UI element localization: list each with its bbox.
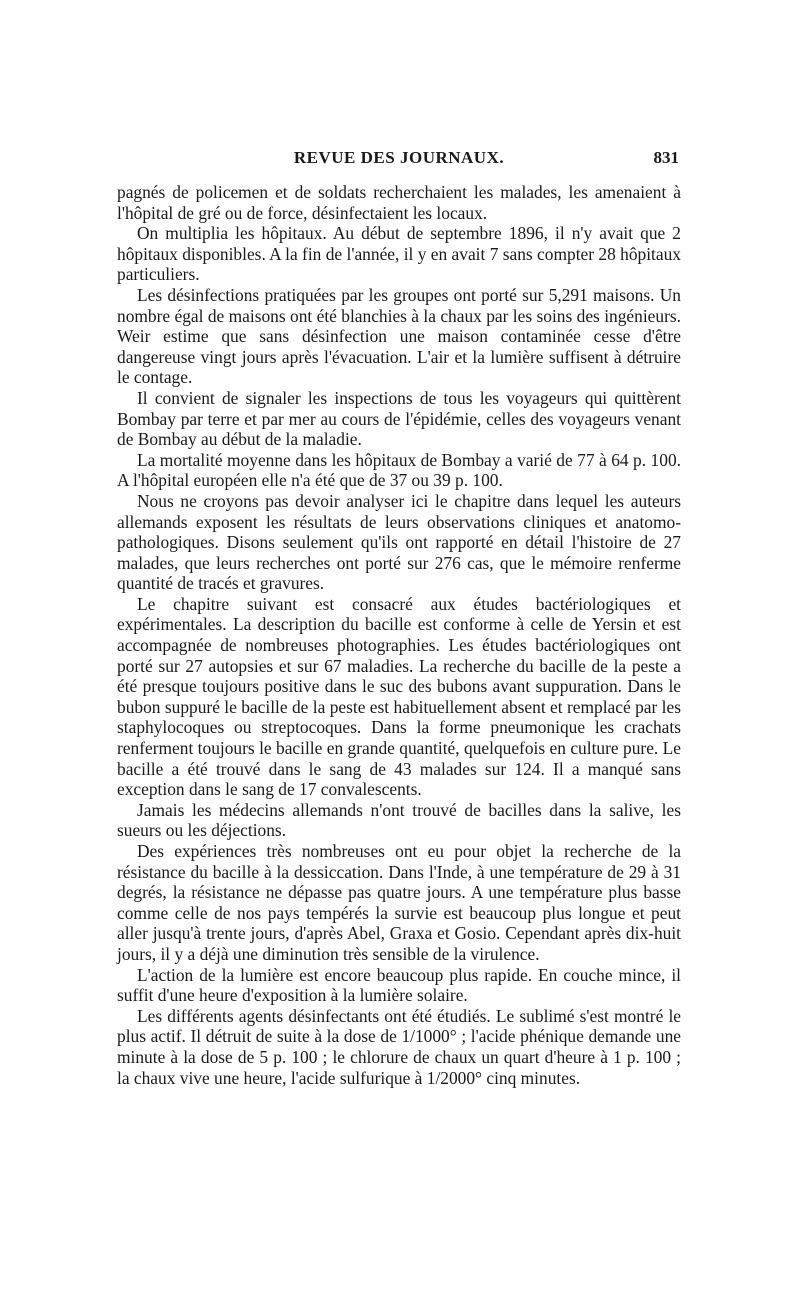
paragraph-continuation: pagnés de policemen et de soldats recherchaient les malades, les amenaient à l'hôpital de gré ou de force, désinfectaient les locaux. — [117, 182, 681, 223]
paragraph-saliva: Jamais les médecins allemands n'ont trouvé de bacilles dans la salive, les sueurs ou les déjections. — [117, 799, 681, 841]
paragraph-disinfections: Les désinfections pratiquées par les groupes ont porté sur 5,291 maisons. Un nombre égal de maisons ont été blanchies à la chaux par les soins des ingénieurs. Weir estime que sans désinfection une maison contaminée cesse d'être dangereuse vingt jours après l'évacuation. L'air et la lumière suffisent à détruire le contage. — [117, 284, 681, 388]
paragraph-mortality: La mortalité moyenne dans les hôpitaux de Bombay a varié de 77 à 64 p. 100. A l'hôpital européen elle n'a été que de 37 ou 39 p. 100. — [117, 449, 681, 491]
running-title: REVUE DES JOURNAUX. — [293, 148, 505, 167]
paragraph-bacteriology: Le chapitre suivant est consacré aux études bactériologiques et expérimentales. La description du bacille est conforme à celle de Yersin et est accompagnée de nombreuses photographies. Les études bactériologiques ont porté sur 27 autopsies et sur 67 maladies. La recherche du bacille de la peste a été presque toujours positive dans le suc des bubons avant suppuration. Dans le bubon suppuré le bacille de la peste est habituellement absent et remplacé par les staphylocoques ou streptocoques. Dans la forme pneumonique les crachats renferment toujours le bacille en grande quantité, quelquefois en culture pure. Le bacille a été trouvé dans le sang de 43 malades sur 124. Il a manqué sans exception dans le sang de 17 convalescents. — [117, 593, 681, 800]
running-header — [117, 148, 681, 174]
paragraph-inspections: Il convient de signaler les inspections de tous les voyageurs qui quittèrent Bombay par terre et par mer au cours de l'épidémie, celles des voyageurs venant de Bombay au début de la maladie. — [117, 387, 681, 450]
paragraph-clinical: Nous ne croyons pas devoir analyser ici le chapitre dans lequel les auteurs allemands exposent les résultats de leurs observations cliniques et anatomo-pathologiques. Disons seulement qu'ils ont rapporté en détail l'histoire de 27 malades, que leurs recherches ont porté sur 276 cas, que le mémoire renferme quantité de tracés et gravures. — [117, 490, 681, 594]
paragraph-disinfectants: Les différents agents désinfectants ont été étudiés. Le sublimé s'est montré le plus actif. Il détruit de suite à la dose de 1/1000° ; l'acide phénique demande une minute à la dose de 5 p. 100 ; le chlorure de chaux un quart d'heure à 1 p. 100 ; la chaux vive une heure, l'acide sulfurique à 1/2000° cinq minutes. — [117, 1005, 681, 1088]
page-number: 831 — [653, 148, 679, 167]
document-page — [117, 148, 681, 1088]
paragraph-dessication: Des expériences très nombreuses ont eu pour objet la recherche de la résistance du bacille à la dessiccation. Dans l'Inde, à une température de 29 à 31 degrés, la résistance ne dépasse pas quatre jours. A une température plus basse comme celle de nos pays tempérés la survie est beaucoup plus longue et peut aller jusqu'à trente jours, d'après Abel, Graxa et Gosio. Cependant après dix-huit jours, il y a déjà une diminution très sensible de la virulence. — [117, 841, 681, 964]
article-body — [117, 182, 681, 1088]
paragraph-hospitals: On multiplia les hôpitaux. Au début de septembre 1896, il n'y avait que 2 hôpitaux disponibles. A la fin de l'année, il y en avait 7 sans compter 28 hôpitaux particuliers. — [117, 223, 681, 285]
paragraph-light: L'action de la lumière est encore beaucoup plus rapide. En couche mince, il suffit d'une heure d'exposition à la lumière solaire. — [117, 964, 681, 1006]
